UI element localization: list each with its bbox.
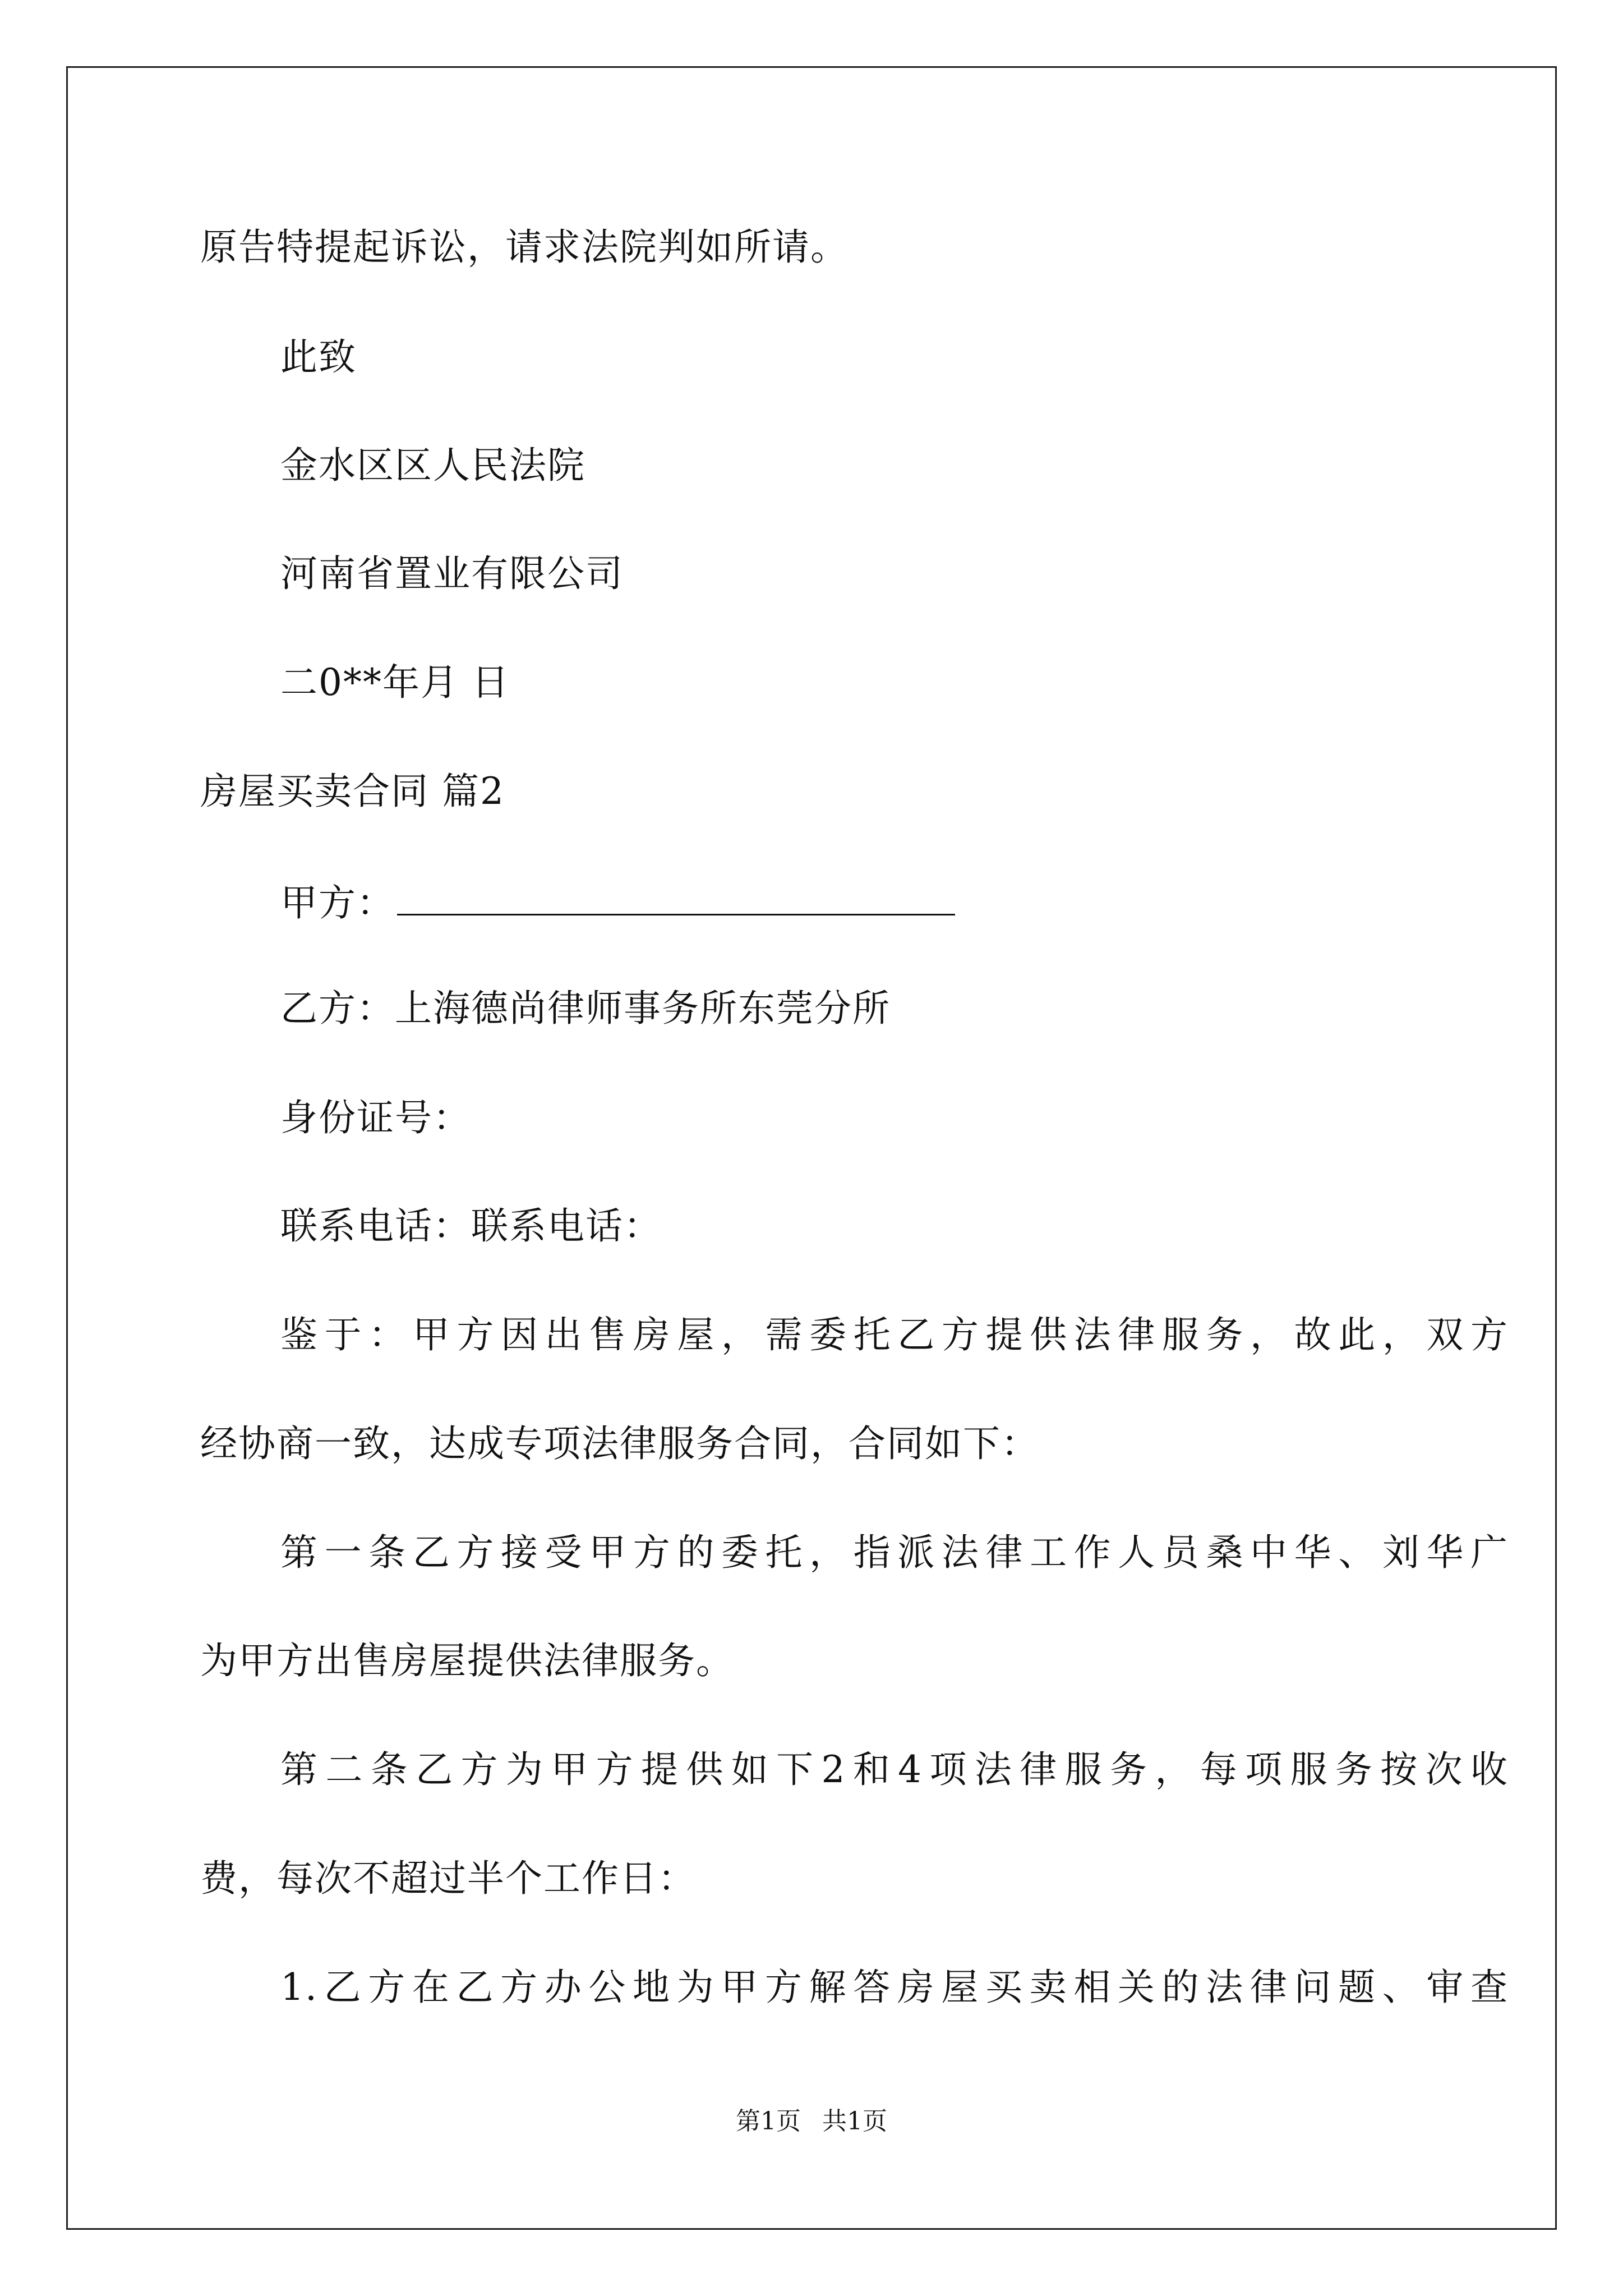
text-line-article-1a: 第一条乙方接受甲方的委托，指派法律工作人员桑中华、刘华广 <box>280 1531 1509 1574</box>
party-b-line: 乙方：上海德尚律师事务所东莞分所 <box>280 987 891 1030</box>
text-line-court-name: 金水区区人民法院 <box>280 444 585 487</box>
text-line-article-2b: 费，每次不超过半个工作日： <box>200 1857 696 1900</box>
text-line-whereas-1: 鉴于：甲方因出售房屋，需委托乙方提供法律服务，故此，双方 <box>280 1313 1509 1356</box>
text-line-date: 二0**年月 日 <box>280 661 510 704</box>
text-line-whereas-2: 经协商一致，达成专项法律服务合同，合同如下： <box>200 1422 1039 1465</box>
page-total: 共1页 <box>822 2107 887 2136</box>
text-line-article-1b: 为甲方出售房屋提供法律服务。 <box>200 1639 734 1682</box>
page-border <box>66 66 1557 2230</box>
contact-phone-line: 联系电话：联系电话： <box>280 1204 662 1248</box>
text-line-salutation: 此致 <box>280 335 357 379</box>
page-number: 第1页 <box>736 2107 801 2136</box>
text-line-complaint-conclusion: 原告特提起诉讼，请求法院判如所请。 <box>200 226 849 269</box>
id-number-line: 身份证号： <box>280 1096 471 1139</box>
text-line-company-name: 河南省置业有限公司 <box>280 552 624 595</box>
party-a-label: 甲方： <box>280 881 395 924</box>
section-heading: 房屋买卖合同 篇2 <box>200 770 505 813</box>
text-line-article-2a: 第二条乙方为甲方提供如下2和4项法律服务，每项服务按次收 <box>280 1748 1509 1791</box>
party-a-line <box>280 881 955 922</box>
party-a-blank <box>397 881 955 915</box>
text-line-item-1: 1.乙方在乙方办公地为甲方解答房屋买卖相关的法律问题、审查 <box>280 1966 1509 2009</box>
page-footer <box>0 2101 1623 2137</box>
